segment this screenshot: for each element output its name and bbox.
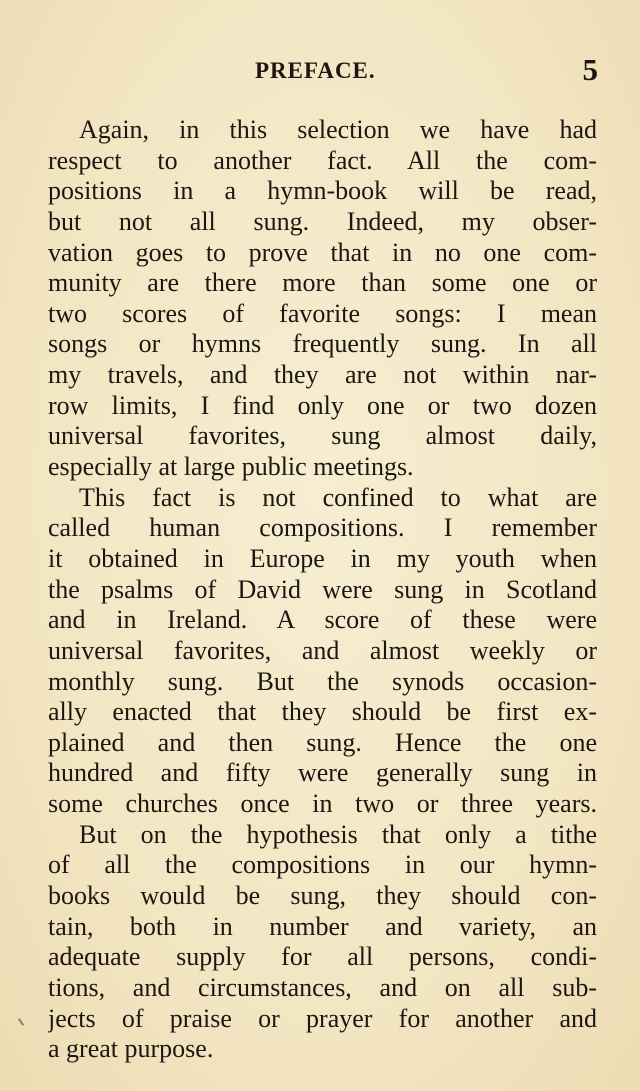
text-line: ally enacted that they should be first ex- — [48, 697, 597, 727]
text-line: row limits, I find only one or two dozen — [48, 390, 597, 420]
text-line: positions in a hymn-book will be read, — [48, 176, 597, 206]
text-line: songs or hymns frequently sung. In all — [48, 329, 597, 359]
body-text — [48, 115, 597, 1065]
text-line: of all the compositions in our hymn- — [48, 850, 597, 880]
text-line: but not all sung. Indeed, my obser- — [48, 206, 597, 236]
text-line: respect to another fact. All the com- — [48, 145, 597, 175]
text-line: tions, and circumstances, and on all sub- — [48, 972, 597, 1002]
text-line: munity are there more than some one or — [48, 268, 597, 298]
text-line: two scores of favorite songs: I mean — [48, 298, 597, 328]
text-line: and in Ireland. A score of these were — [48, 605, 597, 635]
text-line: tain, both in number and variety, an — [48, 911, 597, 941]
text-line: This fact is not confined to what are — [79, 482, 597, 512]
running-head — [48, 52, 598, 86]
ink-speck — [18, 1018, 24, 1026]
text-line: my travels, and they are not within nar- — [48, 360, 597, 390]
text-line: universal favorites, sung almost daily, — [48, 421, 597, 451]
running-title: PREFACE. — [255, 58, 376, 83]
text-line: monthly sung. But the synods occasion- — [48, 666, 597, 696]
text-line: books would be sung, they should con- — [48, 881, 597, 911]
text-line: a great purpose. — [48, 1034, 214, 1064]
text-line: hundred and fifty were generally sung in — [48, 758, 597, 788]
text-line: Again, in this selection we have had — [79, 115, 597, 144]
text-line: But on the hypothesis that only a tithe — [79, 819, 597, 849]
text-line: adequate supply for all persons, condi- — [48, 942, 597, 972]
text-line: the psalms of David were sung in Scotland — [48, 574, 597, 604]
text-line: universal favorites, and almost weekly or — [48, 635, 597, 665]
text-line: called human compositions. I remember — [48, 513, 597, 543]
page-number: 5 — [582, 52, 598, 87]
text-line: plained and then sung. Hence the one — [48, 727, 597, 757]
text-line: some churches once in two or three years. — [48, 789, 597, 819]
text-line: jects of praise or prayer for another and — [48, 1003, 597, 1033]
text-line: it obtained in Europe in my youth when — [48, 543, 597, 573]
text-line: vation goes to prove that in no one com- — [48, 237, 597, 267]
text-line: especially at large public meetings. — [48, 452, 414, 482]
